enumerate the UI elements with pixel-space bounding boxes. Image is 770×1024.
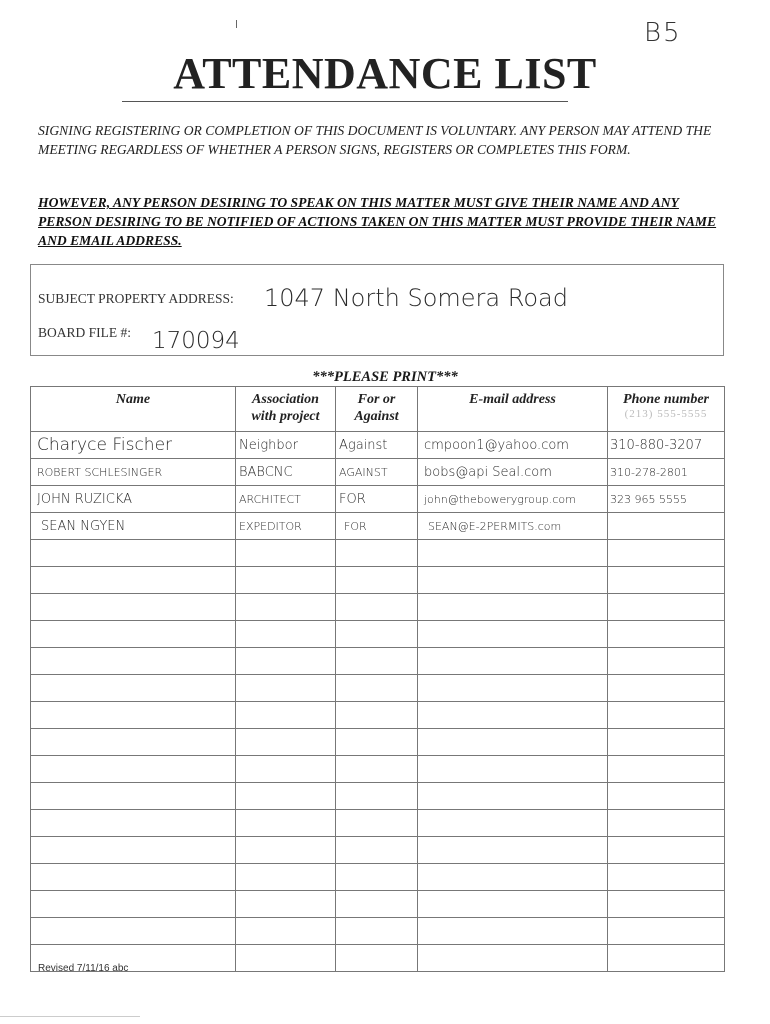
association-cell[interactable]: EXPEDITOR <box>236 513 336 540</box>
phone-cell[interactable] <box>608 675 725 702</box>
phone-cell[interactable] <box>608 783 725 810</box>
phone-cell[interactable] <box>608 891 725 918</box>
association-cell[interactable]: ARCHITECT <box>236 486 336 513</box>
tick-mark <box>236 20 237 28</box>
association-cell[interactable] <box>236 945 336 972</box>
name-cell[interactable] <box>31 864 236 891</box>
position-cell[interactable] <box>336 702 418 729</box>
association-cell[interactable] <box>236 621 336 648</box>
name-cell[interactable] <box>31 891 236 918</box>
email-cell[interactable] <box>418 810 608 837</box>
email-cell[interactable] <box>418 729 608 756</box>
association-cell[interactable] <box>236 567 336 594</box>
phone-cell[interactable]: 310-880-3207 <box>608 432 725 459</box>
table-row <box>31 432 725 459</box>
table-row <box>31 540 725 567</box>
please-print-label: ***PLEASE PRINT*** <box>312 369 458 385</box>
position-cell[interactable] <box>336 918 418 945</box>
corner-mark: B5 <box>644 18 682 48</box>
association-cell[interactable] <box>236 837 336 864</box>
position-cell[interactable] <box>336 729 418 756</box>
phone-cell[interactable] <box>608 648 725 675</box>
association-cell[interactable] <box>236 783 336 810</box>
header-name: Name <box>31 387 236 432</box>
header-for-against: For or Against <box>336 387 418 432</box>
association-cell[interactable]: BABCNC <box>236 459 336 486</box>
phone-cell[interactable]: 323 965 5555 <box>608 486 725 513</box>
position-cell[interactable] <box>336 945 418 972</box>
name-cell[interactable] <box>31 756 236 783</box>
email-cell[interactable]: cmpoon1@yahoo.com <box>418 432 608 459</box>
table-row <box>31 729 725 756</box>
table-row <box>31 864 725 891</box>
notice-bold-text: HOWEVER, ANY PERSON DESIRING TO SPEAK ON THIS MATTER MUST GIVE THEIR NAME AND ANY PERSON DESIRING TO BE NOTIFIED OF ACTIONS TAKEN ON THIS MATTER MUST PROVIDE THEIR NAME AND EMAIL ADDRESS. <box>38 195 717 248</box>
table-row <box>31 594 725 621</box>
position-cell[interactable]: AGAINST <box>336 459 418 486</box>
email-cell[interactable] <box>418 783 608 810</box>
email-cell[interactable] <box>418 567 608 594</box>
email-cell[interactable]: bobs@api Seal.com <box>418 459 608 486</box>
table-row <box>31 756 725 783</box>
board-file-label: BOARD FILE #: <box>38 325 132 340</box>
email-cell[interactable] <box>418 702 608 729</box>
position-cell[interactable] <box>336 756 418 783</box>
association-cell[interactable] <box>236 810 336 837</box>
name-cell[interactable]: SEAN NGYEN <box>31 513 236 540</box>
table-row <box>31 945 725 972</box>
name-cell[interactable] <box>31 810 236 837</box>
table-row <box>31 648 725 675</box>
position-cell[interactable] <box>336 621 418 648</box>
email-cell[interactable] <box>418 756 608 783</box>
association-cell[interactable] <box>236 540 336 567</box>
email-cell[interactable] <box>418 540 608 567</box>
table-row <box>31 918 725 945</box>
phone-cell[interactable] <box>608 945 725 972</box>
phone-cell[interactable] <box>608 621 725 648</box>
position-cell[interactable]: FOR <box>336 513 418 540</box>
name-cell[interactable] <box>31 783 236 810</box>
email-cell[interactable] <box>418 891 608 918</box>
association-cell[interactable] <box>236 675 336 702</box>
table-row <box>31 567 725 594</box>
phone-cell[interactable] <box>608 864 725 891</box>
email-cell[interactable] <box>418 675 608 702</box>
name-cell[interactable]: JOHN RUZICKA <box>31 486 236 513</box>
header-phone: Phone number (213) 555-5555 <box>608 387 725 432</box>
name-cell[interactable] <box>31 675 236 702</box>
phone-cell[interactable] <box>608 918 725 945</box>
phone-cell[interactable] <box>608 567 725 594</box>
name-cell[interactable]: Charyce Fischer <box>31 432 236 459</box>
table-row <box>31 702 725 729</box>
name-cell[interactable] <box>31 567 236 594</box>
position-cell[interactable] <box>336 648 418 675</box>
table-row <box>31 621 725 648</box>
position-cell[interactable] <box>336 864 418 891</box>
header-association: Association with project <box>236 387 336 432</box>
association-cell[interactable] <box>236 648 336 675</box>
table-row <box>31 486 725 513</box>
board-file-value[interactable]: 170094 <box>152 328 240 354</box>
revision-note: Revised 7/11/16 abc <box>38 963 129 974</box>
name-cell[interactable] <box>31 648 236 675</box>
table-row <box>31 891 725 918</box>
email-cell[interactable] <box>418 621 608 648</box>
association-cell[interactable] <box>236 702 336 729</box>
phone-format-hint: (213) 555-5555 <box>624 408 708 420</box>
email-cell[interactable]: SEAN@E-2PERMITS.com <box>418 513 608 540</box>
position-cell[interactable] <box>336 891 418 918</box>
notice-text: SIGNING REGISTERING OR COMPLETION OF THIS DOCUMENT IS VOLUNTARY. ANY PERSON MAY ATTEND THE MEETING REGARDLESS OF WHETHER A PERSON SIGNS, REGISTERS OR COMPLETES THIS FORM. <box>38 123 712 157</box>
association-cell[interactable] <box>236 594 336 621</box>
name-cell[interactable] <box>31 837 236 864</box>
phone-cell[interactable] <box>608 837 725 864</box>
email-cell[interactable] <box>418 945 608 972</box>
name-cell[interactable]: ROBERT SCHLESINGER <box>31 459 236 486</box>
subject-address-value[interactable]: 1047 North Somera Road <box>264 284 568 312</box>
phone-cell[interactable] <box>608 702 725 729</box>
email-cell[interactable] <box>418 594 608 621</box>
email-cell[interactable] <box>418 918 608 945</box>
position-cell[interactable] <box>336 567 418 594</box>
position-cell[interactable] <box>336 783 418 810</box>
association-cell[interactable] <box>236 891 336 918</box>
name-cell[interactable] <box>31 729 236 756</box>
phone-cell[interactable] <box>608 729 725 756</box>
association-cell[interactable]: Neighbor <box>236 432 336 459</box>
name-cell[interactable] <box>31 702 236 729</box>
position-cell[interactable]: Against <box>336 432 418 459</box>
name-cell[interactable] <box>31 621 236 648</box>
association-cell[interactable] <box>236 756 336 783</box>
position-cell[interactable] <box>336 837 418 864</box>
page-title: ATTENDANCE LIST <box>173 49 597 98</box>
email-cell[interactable] <box>418 648 608 675</box>
phone-cell[interactable]: 310-278-2801 <box>608 459 725 486</box>
table-row <box>31 459 725 486</box>
table-row <box>31 837 725 864</box>
phone-cell[interactable] <box>608 810 725 837</box>
name-cell[interactable] <box>31 594 236 621</box>
phone-cell[interactable] <box>608 756 725 783</box>
association-cell[interactable] <box>236 729 336 756</box>
phone-cell[interactable] <box>608 513 725 540</box>
phone-cell[interactable] <box>608 540 725 567</box>
email-cell[interactable] <box>418 837 608 864</box>
table-row <box>31 675 725 702</box>
subject-address-label: SUBJECT PROPERTY ADDRESS: <box>38 291 234 306</box>
bottom-rule <box>0 1016 140 1017</box>
name-cell[interactable] <box>31 540 236 567</box>
position-cell[interactable] <box>336 594 418 621</box>
table-row <box>31 783 725 810</box>
position-cell[interactable] <box>336 540 418 567</box>
email-cell[interactable] <box>418 864 608 891</box>
table-header-row <box>31 387 725 432</box>
position-cell[interactable] <box>336 810 418 837</box>
email-cell[interactable]: john@thebowerygroup.com <box>418 486 608 513</box>
phone-cell[interactable] <box>608 594 725 621</box>
position-cell[interactable] <box>336 675 418 702</box>
attendance-table <box>30 386 725 972</box>
name-cell[interactable] <box>31 918 236 945</box>
header-email: E-mail address <box>418 387 608 432</box>
association-cell[interactable] <box>236 864 336 891</box>
title-rule <box>122 101 568 102</box>
table-row <box>31 513 725 540</box>
association-cell[interactable] <box>236 918 336 945</box>
position-cell[interactable]: FOR <box>336 486 418 513</box>
table-row <box>31 810 725 837</box>
